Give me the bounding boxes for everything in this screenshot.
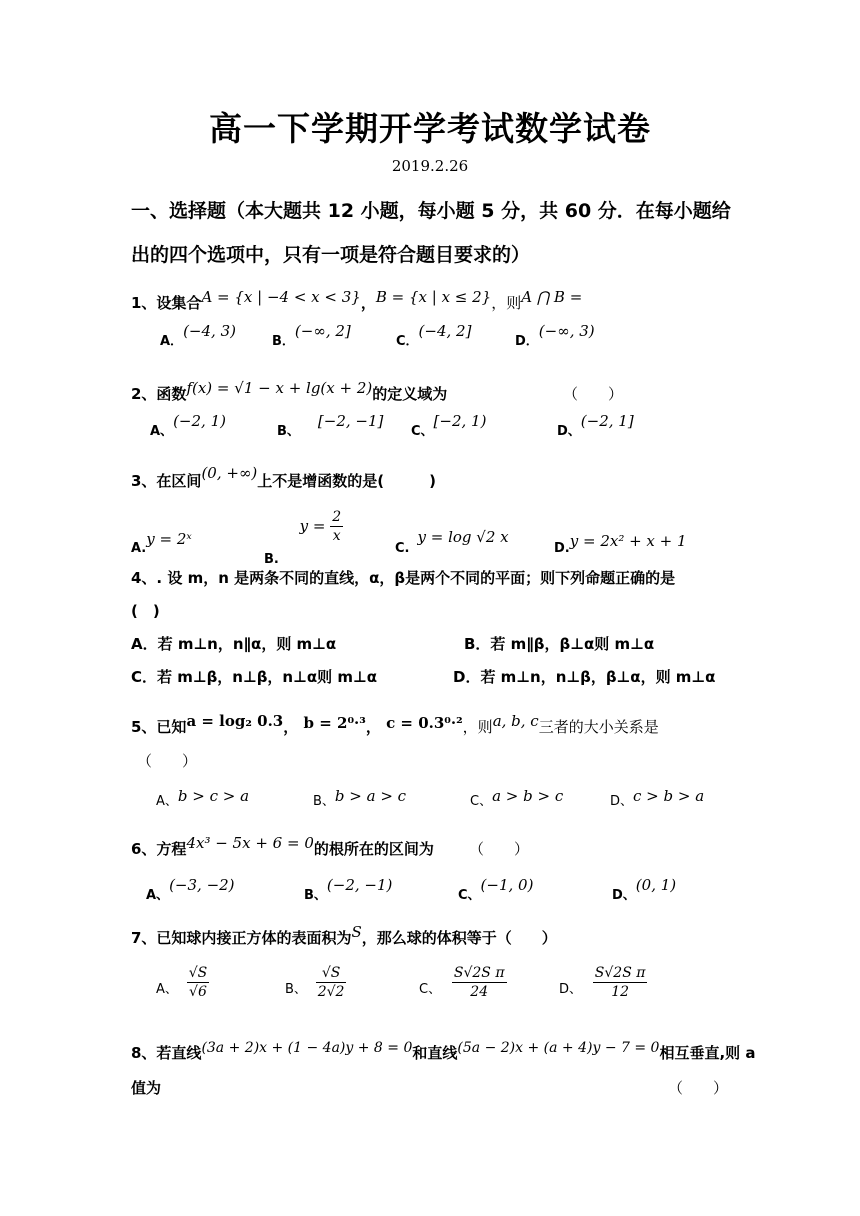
- line-equation-2: (5a − 2)x + (a + 4)y − 7 = 0: [457, 1040, 660, 1056]
- interval-expr: (0, +∞): [201, 464, 258, 482]
- question-8-mid: 和直线: [412, 1044, 458, 1062]
- q6-option-a[interactable]: A、(−3, −2): [146, 876, 235, 903]
- question-6-number: 6、方程: [131, 840, 187, 858]
- question-7-tail: ，那么球的体积等于（ ）: [361, 929, 557, 947]
- q5-option-c[interactable]: C、a > b > c: [470, 787, 564, 809]
- q6-option-c[interactable]: C、(−1, 0): [458, 876, 534, 903]
- question-3: [131, 464, 437, 491]
- q4-option-d[interactable]: D．若 m⊥n，n⊥β，β⊥α，则 m⊥α: [453, 668, 716, 686]
- question-1-number: 1、设集合: [131, 294, 202, 312]
- exam-title: 高一下学期开学考试数学试卷: [209, 109, 651, 148]
- q5-option-b[interactable]: B、b > a > c: [313, 787, 407, 809]
- q4-option-a[interactable]: A．若 m⊥n，n∥α，则 m⊥α: [131, 635, 337, 653]
- fraction: $\frac{\text{S√2S π}}{24}$: [453, 965, 505, 1000]
- fraction: $\frac{\text{S√2S π}}{12}$: [594, 965, 646, 1000]
- q3-option-a[interactable]: A.y = 2ˣ: [131, 530, 192, 556]
- fraction: $\frac{2}{x}$: [332, 509, 342, 544]
- question-8: [131, 1042, 756, 1063]
- answer-paren: （ ）: [668, 1079, 729, 1097]
- answer-paren: （ ）: [137, 752, 198, 770]
- value-a: a = log₂ 0.3: [186, 712, 284, 730]
- q2-option-d[interactable]: D、(−2, 1]: [557, 412, 634, 439]
- q4-option-c[interactable]: C．若 m⊥β，n⊥β，n⊥α则 m⊥α: [131, 668, 377, 686]
- q7-option-c[interactable]: C、 $\frac{\text{S√2S π}}{24}$: [419, 965, 505, 1000]
- fraction: $\frac{√S}{2√2}$: [317, 965, 345, 1000]
- question-2-number: 2、函数: [131, 385, 187, 403]
- section-heading-line1: 一、选择题（本大题共 12 小题，每小题 5 分，共 60 分．在每小题给: [131, 200, 731, 222]
- q6-option-b[interactable]: B、(−2, −1): [304, 876, 393, 903]
- separator: ，: [360, 294, 376, 312]
- question-5: 5、已知a = log₂ 0.3， b = 2⁰·³， c = 0.3⁰·²，则a, b, c三者的大小关系是: [131, 712, 659, 736]
- question-7: [131, 923, 557, 948]
- question-6: [131, 834, 434, 859]
- q7-option-b[interactable]: B、 $\frac{√S}{2√2}$: [285, 965, 345, 1000]
- exam-date: 2019.2.26: [391, 157, 469, 175]
- q1-option-d[interactable]: D．(−∞, 3): [515, 322, 595, 349]
- question-4-line2: ( ): [131, 602, 160, 620]
- line-equation-1: (3a + 2)x + (1 − 4a)y + 8 = 0: [201, 1040, 413, 1056]
- section-heading-line2: 出的四个选项中，只有一项是符合题目要求的）: [131, 244, 531, 266]
- q3-option-b[interactable]: B. y = $\frac{2}{x}$: [264, 509, 342, 567]
- surface-area-s: S: [351, 923, 362, 941]
- q6-option-d[interactable]: D、(0, 1): [612, 876, 677, 903]
- question-5-number: 5、已知: [131, 718, 187, 736]
- q2-option-a[interactable]: A、(−2, 1): [150, 412, 226, 439]
- question-3-tail: 上不是增函数的是( ): [257, 472, 437, 490]
- q3-option-d[interactable]: D.y = 2x² + x + 1: [554, 532, 687, 556]
- set-b: B = {x | x ≤ 2}: [375, 288, 492, 306]
- q1-option-a[interactable]: A．(−4, 3): [160, 322, 236, 349]
- intersection-expr: A ⋂ B =: [521, 288, 583, 306]
- q2-option-b[interactable]: B、[−2, −1]: [277, 412, 384, 439]
- question-8-number: 8、若直线: [131, 1044, 202, 1062]
- q7-option-a[interactable]: A、 $\frac{√S}{√6}$: [156, 965, 208, 1000]
- set-a: A = {x | −4 < x < 3}: [201, 288, 361, 306]
- q5-option-d[interactable]: D、c > b > a: [610, 787, 705, 809]
- q1-option-c[interactable]: C．(−4, 2]: [396, 322, 472, 349]
- answer-paren: （ ）: [469, 840, 530, 858]
- value-c: c = 0.3⁰·²: [386, 714, 463, 732]
- abc-vars: a, b, c: [492, 712, 539, 730]
- question-8-line2: 值为: [131, 1079, 162, 1097]
- question-3-number: 3、在区间: [131, 472, 202, 490]
- question-6-tail: 的根所在的区间为: [313, 840, 434, 858]
- question-7-text: 7、已知球内接正方体的表面积为: [131, 929, 352, 947]
- question-2-tail: 的定义域为: [372, 385, 448, 403]
- question-1: [131, 288, 583, 313]
- q3-option-c[interactable]: C.y = log √2 x: [395, 528, 509, 556]
- q2-option-c[interactable]: C、[−2, 1): [411, 412, 487, 439]
- q1-option-b[interactable]: B．(−∞, 2]: [272, 322, 351, 349]
- question-2: [131, 379, 448, 404]
- q4-option-b[interactable]: B．若 m∥β，β⊥α则 m⊥α: [464, 635, 655, 653]
- fraction: $\frac{√S}{√6}$: [188, 965, 208, 1000]
- question-8-tail: 相互垂直,则 a: [659, 1044, 756, 1062]
- then-text: ，则: [491, 294, 522, 312]
- q7-option-d[interactable]: D、 $\frac{\text{S√2S π}}{12}$: [559, 965, 646, 1000]
- question-4-line1: 4、. 设 m，n 是两条不同的直线，α，β是两个不同的平面；则下列命题正确的是: [131, 569, 676, 587]
- equation: 4x³ − 5x + 6 = 0: [186, 834, 314, 852]
- function-expr: f(x) = √1 − x + lg(x + 2): [186, 379, 373, 397]
- answer-paren: （ ）: [563, 385, 624, 403]
- q5-option-a[interactable]: A、b > c > a: [156, 787, 250, 809]
- value-b: b = 2⁰·³: [303, 714, 366, 732]
